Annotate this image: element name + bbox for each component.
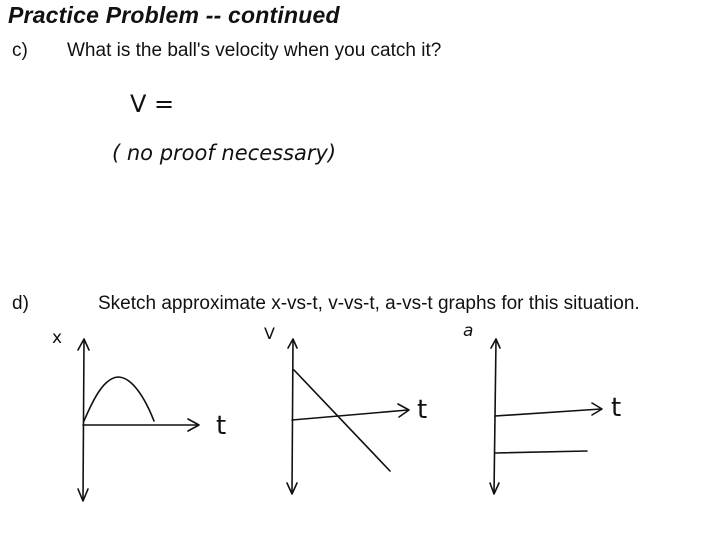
page-title: Practice Problem -- continued <box>8 2 340 28</box>
a-vs-t-graph <box>490 339 602 494</box>
question-c-text: What is the ball's velocity when you catch it? <box>67 40 442 61</box>
x-graph-y-label: x <box>52 328 63 348</box>
v-graph-time-axis <box>292 410 408 420</box>
x-vs-t-graph <box>78 339 199 501</box>
v-graph-velocity-line <box>294 370 390 471</box>
answer-note: ( no proof necessary) <box>112 141 337 165</box>
a-graph-y-label: a <box>463 321 474 341</box>
question-d-label: d) <box>12 293 29 314</box>
answer-velocity: V = <box>130 90 175 118</box>
v-vs-t-graph <box>287 339 409 494</box>
x-graph-t-label: t <box>216 411 227 441</box>
a-graph-t-label: t <box>611 393 622 423</box>
x-graph-parabola-curve <box>84 377 154 421</box>
v-graph-t-label: t <box>417 395 428 425</box>
question-d-text: Sketch approximate x-vs-t, v-vs-t, a-vs-t graphs for this situation. <box>98 293 640 314</box>
v-graph-y-label: V <box>264 324 275 343</box>
a-graph-acceleration-line <box>495 451 587 453</box>
v-graph-vertical-axis <box>292 340 293 493</box>
question-c-label: c) <box>12 40 28 61</box>
a-graph-time-axis <box>495 409 601 416</box>
